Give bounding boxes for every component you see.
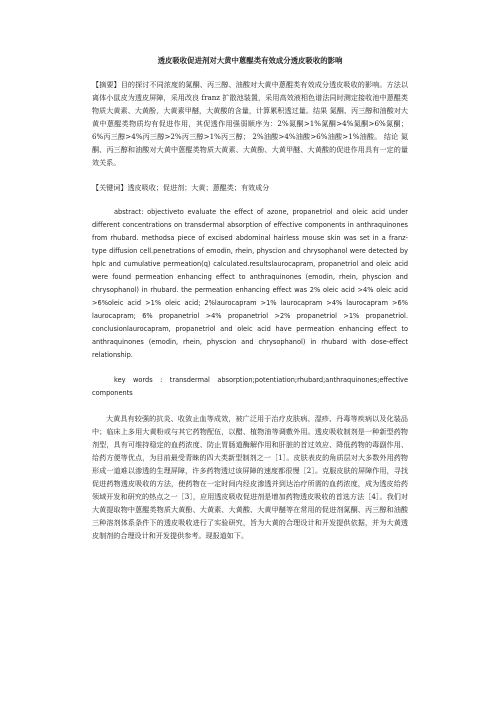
- body-paragraph: 大黄具有较强的抗炎、收敛止血等成效，被广泛用于治疗皮肤病、湿疹、丹毒等疾病以及化装品中；临床上多用大黄粉或与其它药物配伍，以醋、植物油等调敷外用。透皮吸收制剂是一种新型药物剂型，具有可维持稳定的血药浓度、防止胃肠道酶解作用和肝脏的首过效应、降低药物的毒副作用、给药方便等优点，为目前最受青睐的四大类新型制剂之一［1］。皮肤表皮的角质层对大多数外用药物形成一道难以渗透的生理屏障，许多药物透过该屏障的速度都很慢［2］。克服皮肤的屏障作用，寻找促进药物透皮吸收的方法，使药物在一定时间内经皮渗透并到达治疗所需的血药浓度，成为透皮给药领域开发和研究的热点之一［3］，应用透皮吸收促进剂是增加药物透皮吸收的首选方法［4］。我们对大黄提取物中蒽醌类物质大黄酚、大黄素、大黄酸、大黄甲醚等在常用的促进剂氮酮、丙三醇和油酸三种溶剂体系条件下的透皮吸收进行了实验研究，旨为大黄的合理设计和开发提供依据，并为大黄透皮制剂的合理设计和开发提供参考。现报道如下。: [92, 414, 408, 540]
- chinese-abstract: 【摘要】目的探讨不同浓度的氮酮、丙三醇、油酸对大黄中蒽醌类有效成分透皮吸收的影响。方法以离体小鼠皮为透皮屏障，采用改良 franz 扩散池装置，采用高效液相色谱法同时测定接收池中蒽醌类物质大黄素、大黄酚，大黄素甲醚，大黄酸的含量，计算累积透过量。结果 氮酮、丙三醇和油酸对大黄中蒽醌类物质均有促进作用，其促透作用强弱顺序为：2%氮酮>1%氮酮>4%氮酮>6%氮酮； 6%丙三醇>4%丙三醇>2%丙三醇>1%丙三醇； 2%油酸>4%油酸>6%油酸>1%油酸。 结论 氮酮、丙三醇和油酸对大黄中蒽醌类物质大黄素、大黄酚、大黄甲醚、大黄酸的促进作用具有一定的量效关系。: [92, 80, 408, 167]
- chinese-keywords: 【关键词】透皮吸收；促进剂；大黄；蒽醌类；有效成分: [92, 183, 270, 192]
- english-abstract: abstract: objectiveto evaluate the effect of azone, propanetriol and oleic acid under different concentrations on transdermal absorption of effective components in anthraquinones from rhubard. methodsa piece of excised abdominal hairless mouse skin was set in a franz-type diffusion cell.penetrations of emodin, rhein, physcion and chrysophanol were detected by hplc and cumulative permeation(q) calculated.resultslaurocapram, propanetriol and oleic acid were found permeation enhancing effect to anthraquinones (emodin, rhein, physcion and chrysophanol) in rhubard. the permeation enhancing effect was 2% oleic acid >4% oleic acid >6%oleic acid >1% oleic acid; 2%laurocapram >1% laurocapram >4% laurocapram >6% laurocapram; 6% propanetriol >4% propanetriol >2% propanetriol >1% propanetriol. conclusionlaurocapram, propanetriol and oleic acid have permeation enhancing effect to anthraquinones (emodin, rhein, physcion and chrysophanol) in rhubard with dose-effect relationship.: [92, 208, 408, 359]
- document-title: 透皮吸收促进剂对大黄中蒽醌类有效成分透皮吸收的影响: [157, 56, 343, 65]
- english-keywords: key words : transdermal absorption;potentiation;rhubard;anthraquinones;effective components: [92, 376, 408, 397]
